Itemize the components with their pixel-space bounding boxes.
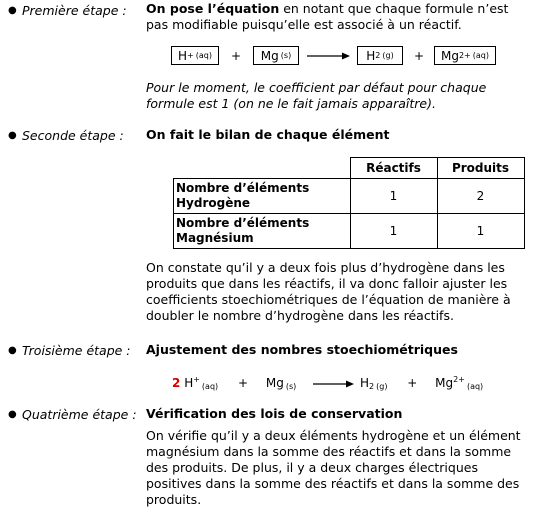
step-1-intro: [146, 1, 532, 33]
table-header: Réactifs: [350, 158, 437, 179]
formula-mg: Mg (s): [253, 46, 299, 65]
row-label: Nombre d’éléments Hydrogène: [174, 179, 351, 214]
reaction-arrow-icon: [312, 378, 356, 390]
table-row: [174, 214, 525, 249]
step-2-title: On fait le bilan de chaque élément: [146, 127, 390, 142]
step-1-title: On pose l’équation: [146, 1, 280, 16]
cell-produits: 2: [437, 179, 524, 214]
stoichiometric-coefficient: 2: [172, 376, 181, 390]
bullet: ●: [8, 409, 17, 420]
step-4-text: On vérifie qu’il y a deux éléments hydrogène et un élément magnésium dans la somme des réactifs et dans la somme des produits. De plus, il y a deux charges électriques positives dans la somme des réactifs et dans la somme des produits.: [146, 428, 521, 507]
balanced-equation-products: $H_2$ $_{(g)} + Mg^{2+}_{(aq)}$: [360, 375, 484, 391]
step-3-label: Troisième étape :: [22, 343, 131, 358]
formula-h-plus: H + (aq): [171, 46, 219, 65]
reaction-arrow-icon: [306, 50, 352, 62]
formula-h2: H 2 (g): [357, 46, 403, 65]
bullet: ●: [8, 345, 17, 356]
step-4-label: Quatrième étape :: [22, 407, 137, 422]
plus-sign: +: [414, 49, 425, 63]
row-label: Nombre d’éléments Magnésium: [174, 214, 351, 249]
table-row: [174, 179, 525, 214]
table-header: Produits: [437, 158, 524, 179]
step-2-label: Seconde étape :: [22, 128, 124, 143]
cell-reactifs: 1: [350, 179, 437, 214]
step-4-title: Vérification des lois de conservation: [146, 406, 403, 421]
cell-reactifs: 1: [350, 214, 437, 249]
step-1-text: en notant que chaque formule n’est pas modifiable puisqu’elle est associé à un réactif.: [146, 1, 509, 32]
bullet: ●: [8, 130, 17, 141]
step-3-title: Ajustement des nombres stoechiométriques: [146, 342, 458, 357]
step-2-text: On constate qu’il y a deux fois plus d’hydrogène dans les produits que dans les réactifs, il va donc falloir ajuster les coefficients stoechiométriques de l’équation de manière à doubler le nombre d’hydrogène dans les réactifs.: [146, 260, 511, 323]
element-balance-table: [173, 157, 525, 249]
formula-mg2-plus: Mg 2+ (aq): [434, 46, 496, 65]
bullet: ●: [8, 5, 17, 16]
balanced-equation-reactants: 2 $H^+_{(aq)} + Mg$ $_{(s)}$: [172, 375, 297, 391]
step-1-label: Première étape :: [22, 3, 127, 18]
cell-produits: 1: [437, 214, 524, 249]
plus-sign: +: [231, 49, 242, 63]
step-1-note: Pour le moment, le coefficient par défaut pour chaque formule est 1 (on ne le fait jamais apparaître).: [146, 80, 487, 111]
